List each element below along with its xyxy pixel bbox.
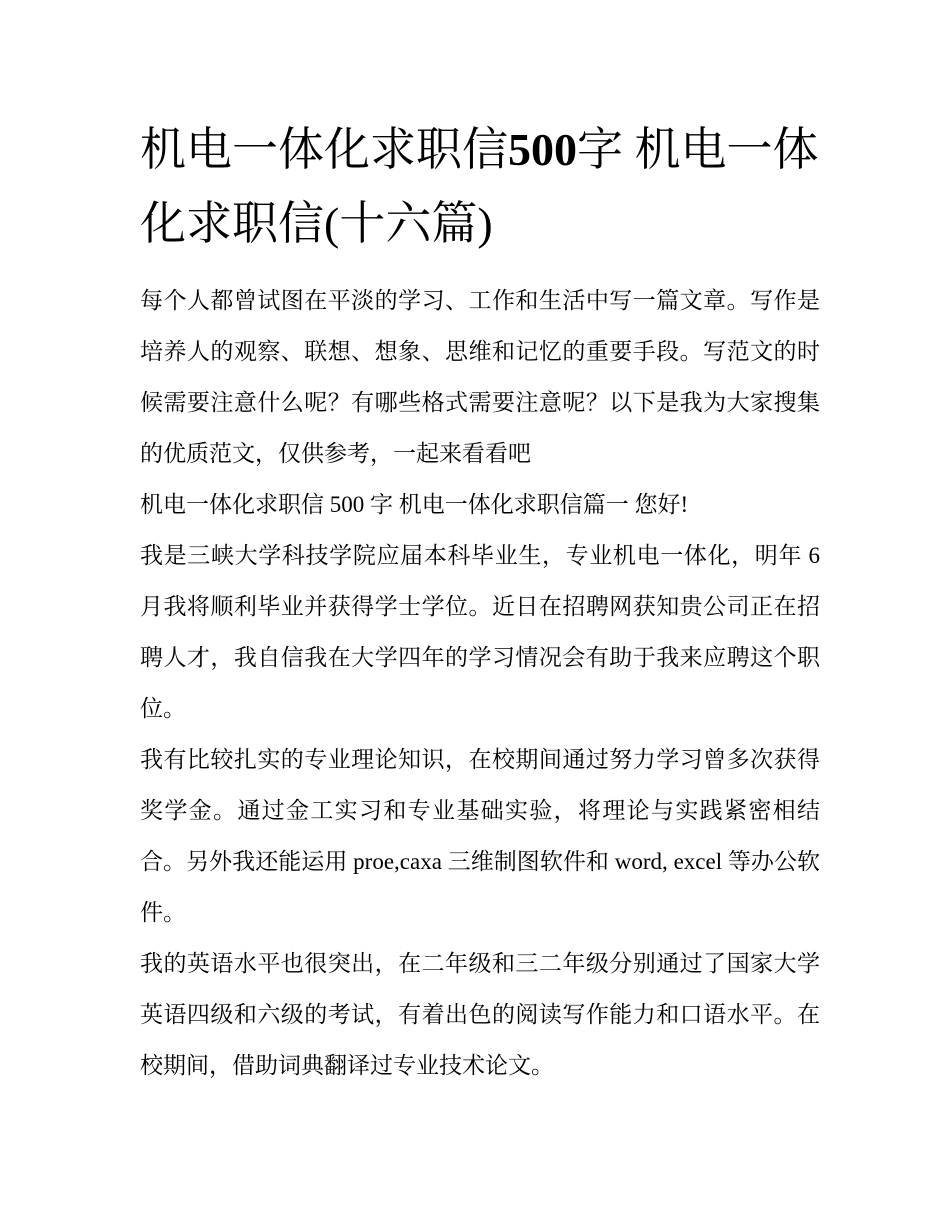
title-text-part2: 字 机电一体化求职信(十六篇) <box>140 124 819 249</box>
english-ability-paragraph: 我的英语水平也很突出，在二年级和三二年级分别通过了国家大学英语四级和六级的考试，有着出色的阅读写作能力和口语水平。在校期间，借助词典翻译过专业技术论文。 <box>140 951 820 1078</box>
professional-skills-paragraph: 我有比较扎实的专业理论知识，在校期间通过努力学习曾多次获得奖学金。通过金工实习和专业基础实验，将理论与实践紧密相结合。另外我还能运用 proe,caxa 三维制图软件和 word, excel 等办公软件。 <box>140 747 820 925</box>
letter-heading-paragraph: 机电一体化求职信 500 字 机电一体化求职信篇一 您好! <box>140 492 689 517</box>
document-title <box>140 113 820 261</box>
document-body <box>140 275 820 1091</box>
title-number: 500 <box>508 124 577 175</box>
title-text-part1: 机电一体化求职信 <box>140 124 508 175</box>
self-introduction-paragraph: 我是三峡大学科技学院应届本科毕业生，专业机电一体化，明年 6 月我将顺利毕业并获得学士学位。近日在招聘网获知贵公司正在招聘人才，我自信我在大学四年的学习情况会有助于我来应聘这个职位。 <box>140 543 820 721</box>
intro-paragraph: 每个人都曾试图在平淡的学习、工作和生活中写一篇文章。写作是培养人的观察、联想、想象、思维和记忆的重要手段。写范文的时候需要注意什么呢？有哪些格式需要注意呢？以下是我为大家搜集的优质范文，仅供参考，一起来看看吧 <box>140 288 820 466</box>
